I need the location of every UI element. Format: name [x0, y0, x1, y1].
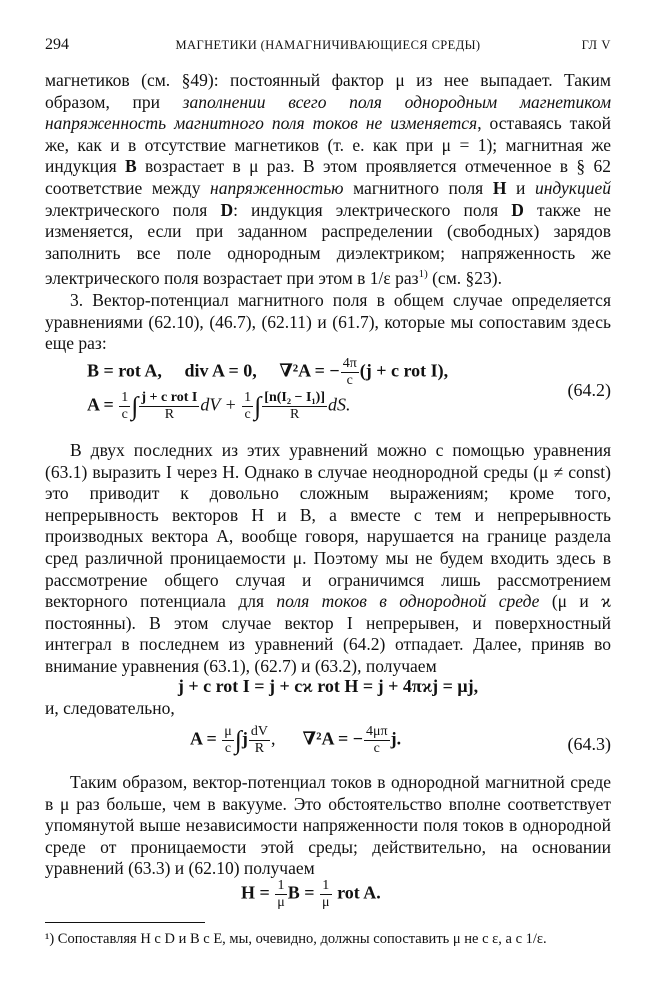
- and-so-line: [45, 698, 611, 720]
- equation-number: (64.2): [567, 380, 611, 400]
- eq-part: B = rot A,: [87, 360, 162, 381]
- footnote-divider: [45, 922, 205, 923]
- equation-last: [45, 878, 611, 918]
- eq-part: A =: [87, 394, 114, 415]
- eq-part: (j + c rot I),: [359, 360, 449, 381]
- equation-64-3: [45, 724, 611, 768]
- fraction: $\frac{1}{c}$: [121, 390, 129, 422]
- italic-run: индукцией: [534, 177, 611, 198]
- text-run: магнетиков (см. §49): постоянный фактор μ из нее выпадает. Таким образом, при: [45, 70, 611, 112]
- equation-line-2: [87, 390, 350, 423]
- equation-mid: [45, 676, 611, 697]
- fraction: $\frac{4\mu\pi}{c}$: [366, 724, 388, 756]
- equation-number: (64.3): [567, 734, 611, 754]
- vector-symbol: H: [492, 177, 507, 198]
- paragraph-1: [45, 70, 611, 290]
- equation-line-1: [87, 356, 448, 389]
- integral-sign: ∫: [254, 391, 262, 421]
- eq-part: ∇²A = −: [302, 728, 363, 749]
- eq-part: dS.: [327, 394, 351, 415]
- eq-part: A =: [190, 728, 217, 749]
- integral-sign: ∫: [131, 391, 139, 421]
- eq-part: B =: [287, 882, 315, 903]
- italic-run: заполнении всего поля однородным магнетиком напряженность магнитного поля токов не изменяется: [45, 91, 611, 134]
- text-run: : индукция электрического поля: [233, 199, 512, 220]
- fraction: $\frac{\text{[n(I₂ − I₁)]}}{R}$: [264, 390, 325, 422]
- text-run: электрического поля: [45, 199, 221, 220]
- vector-symbol: D: [511, 199, 524, 220]
- eq-part: H =: [241, 882, 270, 903]
- fraction: $\frac{dV}{R}$: [250, 724, 269, 756]
- text-run: (см. §23).: [427, 268, 502, 289]
- paragraph-text: 3. Вектор-потенциал магнитного поля в общем случае определяется уравнениями (62.10), (46.7), (62.11) и (61.7), которые мы сопоставим здесь еще раз:: [45, 290, 611, 354]
- fraction: $\frac{4\pi}{c}$: [342, 356, 357, 388]
- eq-part: div A = 0,: [184, 360, 257, 381]
- fraction: $\frac{1}{\mu}$: [322, 878, 330, 910]
- eq-part: dV +: [200, 394, 237, 415]
- text-run: возрастает в μ раз. В этом проявляется отмеченное в § 62 соответствие между: [45, 156, 611, 198]
- footnote: ¹) Сопоставляя H с D и B с E, мы, очевидно, должны сопоставить μ не с ε, а с 1/ε.: [45, 931, 547, 947]
- italic-run: поля токов в однородной среде: [276, 591, 540, 612]
- text-run: В двух последних из этих уравнений можно с помощью уравнения (63.1) выразить I через H. Однако в случае неоднородной среды (μ ≠ const) это приводит к довольно сложным выражениям; кроме того, непрерывность векторов H и B, а вместе с тем и непрерывность производных вектора A, вообще говоря, нарушается на границе раздела сред различной проницаемости μ. Поэтому мы не будем входить здесь в рассмотрение общего случая и ограничимся лишь рассмотрением векторного потенциала для: [45, 440, 611, 612]
- equation-body: [241, 878, 381, 911]
- chapter-label: ГЛ V: [581, 38, 611, 52]
- equation-body: [190, 724, 401, 757]
- text-run: (μ и ϰ постоянны). В этом случае вектор I непрерывен, и поверхностный интеграл в последнем из уравнений (64.2) отпадает. Далее, приняв во внимание уравнения (63.1), (62.7) и (63.2), получаем: [45, 591, 611, 676]
- integral-sign: ∫: [234, 725, 242, 755]
- fraction: $\frac{1}{c}$: [244, 390, 252, 422]
- text-run: и: [506, 177, 535, 198]
- italic-run: напряженностью: [210, 177, 344, 198]
- fraction: $\frac{1}{\mu}$: [277, 878, 285, 910]
- fraction: $\frac{\text{j + c rot I}}{R}$: [141, 390, 198, 422]
- text-run: , оставаясь такой же, как и в отсутствие магнетиков (т. е. как при μ = 1); магнитная же индукция: [45, 113, 611, 177]
- footnote-marker: 1): [418, 268, 428, 281]
- vector-symbol: D: [220, 199, 234, 220]
- eq-part: j: [241, 728, 248, 749]
- page-header: [45, 36, 611, 56]
- paragraph-4: [45, 772, 611, 880]
- paragraph-2: [45, 290, 611, 355]
- eq-part: rot A.: [337, 882, 381, 903]
- text-run: магнитного поля: [343, 177, 493, 198]
- eq-part: j.: [390, 728, 402, 749]
- text-run: также не изменяется, если при заданном распределении (свободных) зарядов заполнить все поле однородным диэлектриком; напряженность же электрического поля возрастает при этом в 1/ε раз: [45, 199, 611, 289]
- fraction: $\frac{\mu}{c}$: [224, 724, 232, 756]
- eq-part: j + c rot I = j + cϰ rot H = j + 4πϰj = μj,: [177, 676, 479, 696]
- eq-part: ∇²A = −: [279, 360, 340, 381]
- paragraph-text: Таким образом, вектор-потенциал токов в однородной магнитной среде в μ раз больше, чем в вакууме. Это обстоятельство вполне соответствует упомянутой выше независимости напряженности поля токов в однородной среде от проницаемости этой среды; действительно, на основании уравнений (63.3) и (62.10) получаем: [45, 772, 611, 879]
- paragraph-text: и, следовательно,: [45, 698, 175, 718]
- vector-symbol: B: [125, 156, 137, 177]
- eq-part: ,: [271, 728, 276, 749]
- paragraph-3: [45, 440, 611, 678]
- page-number: 294: [45, 36, 69, 53]
- equation-64-2: [45, 356, 611, 436]
- running-title: МАГНЕТИКИ (НАМАГНИЧИВАЮЩИЕСЯ СРЕДЫ): [175, 38, 481, 52]
